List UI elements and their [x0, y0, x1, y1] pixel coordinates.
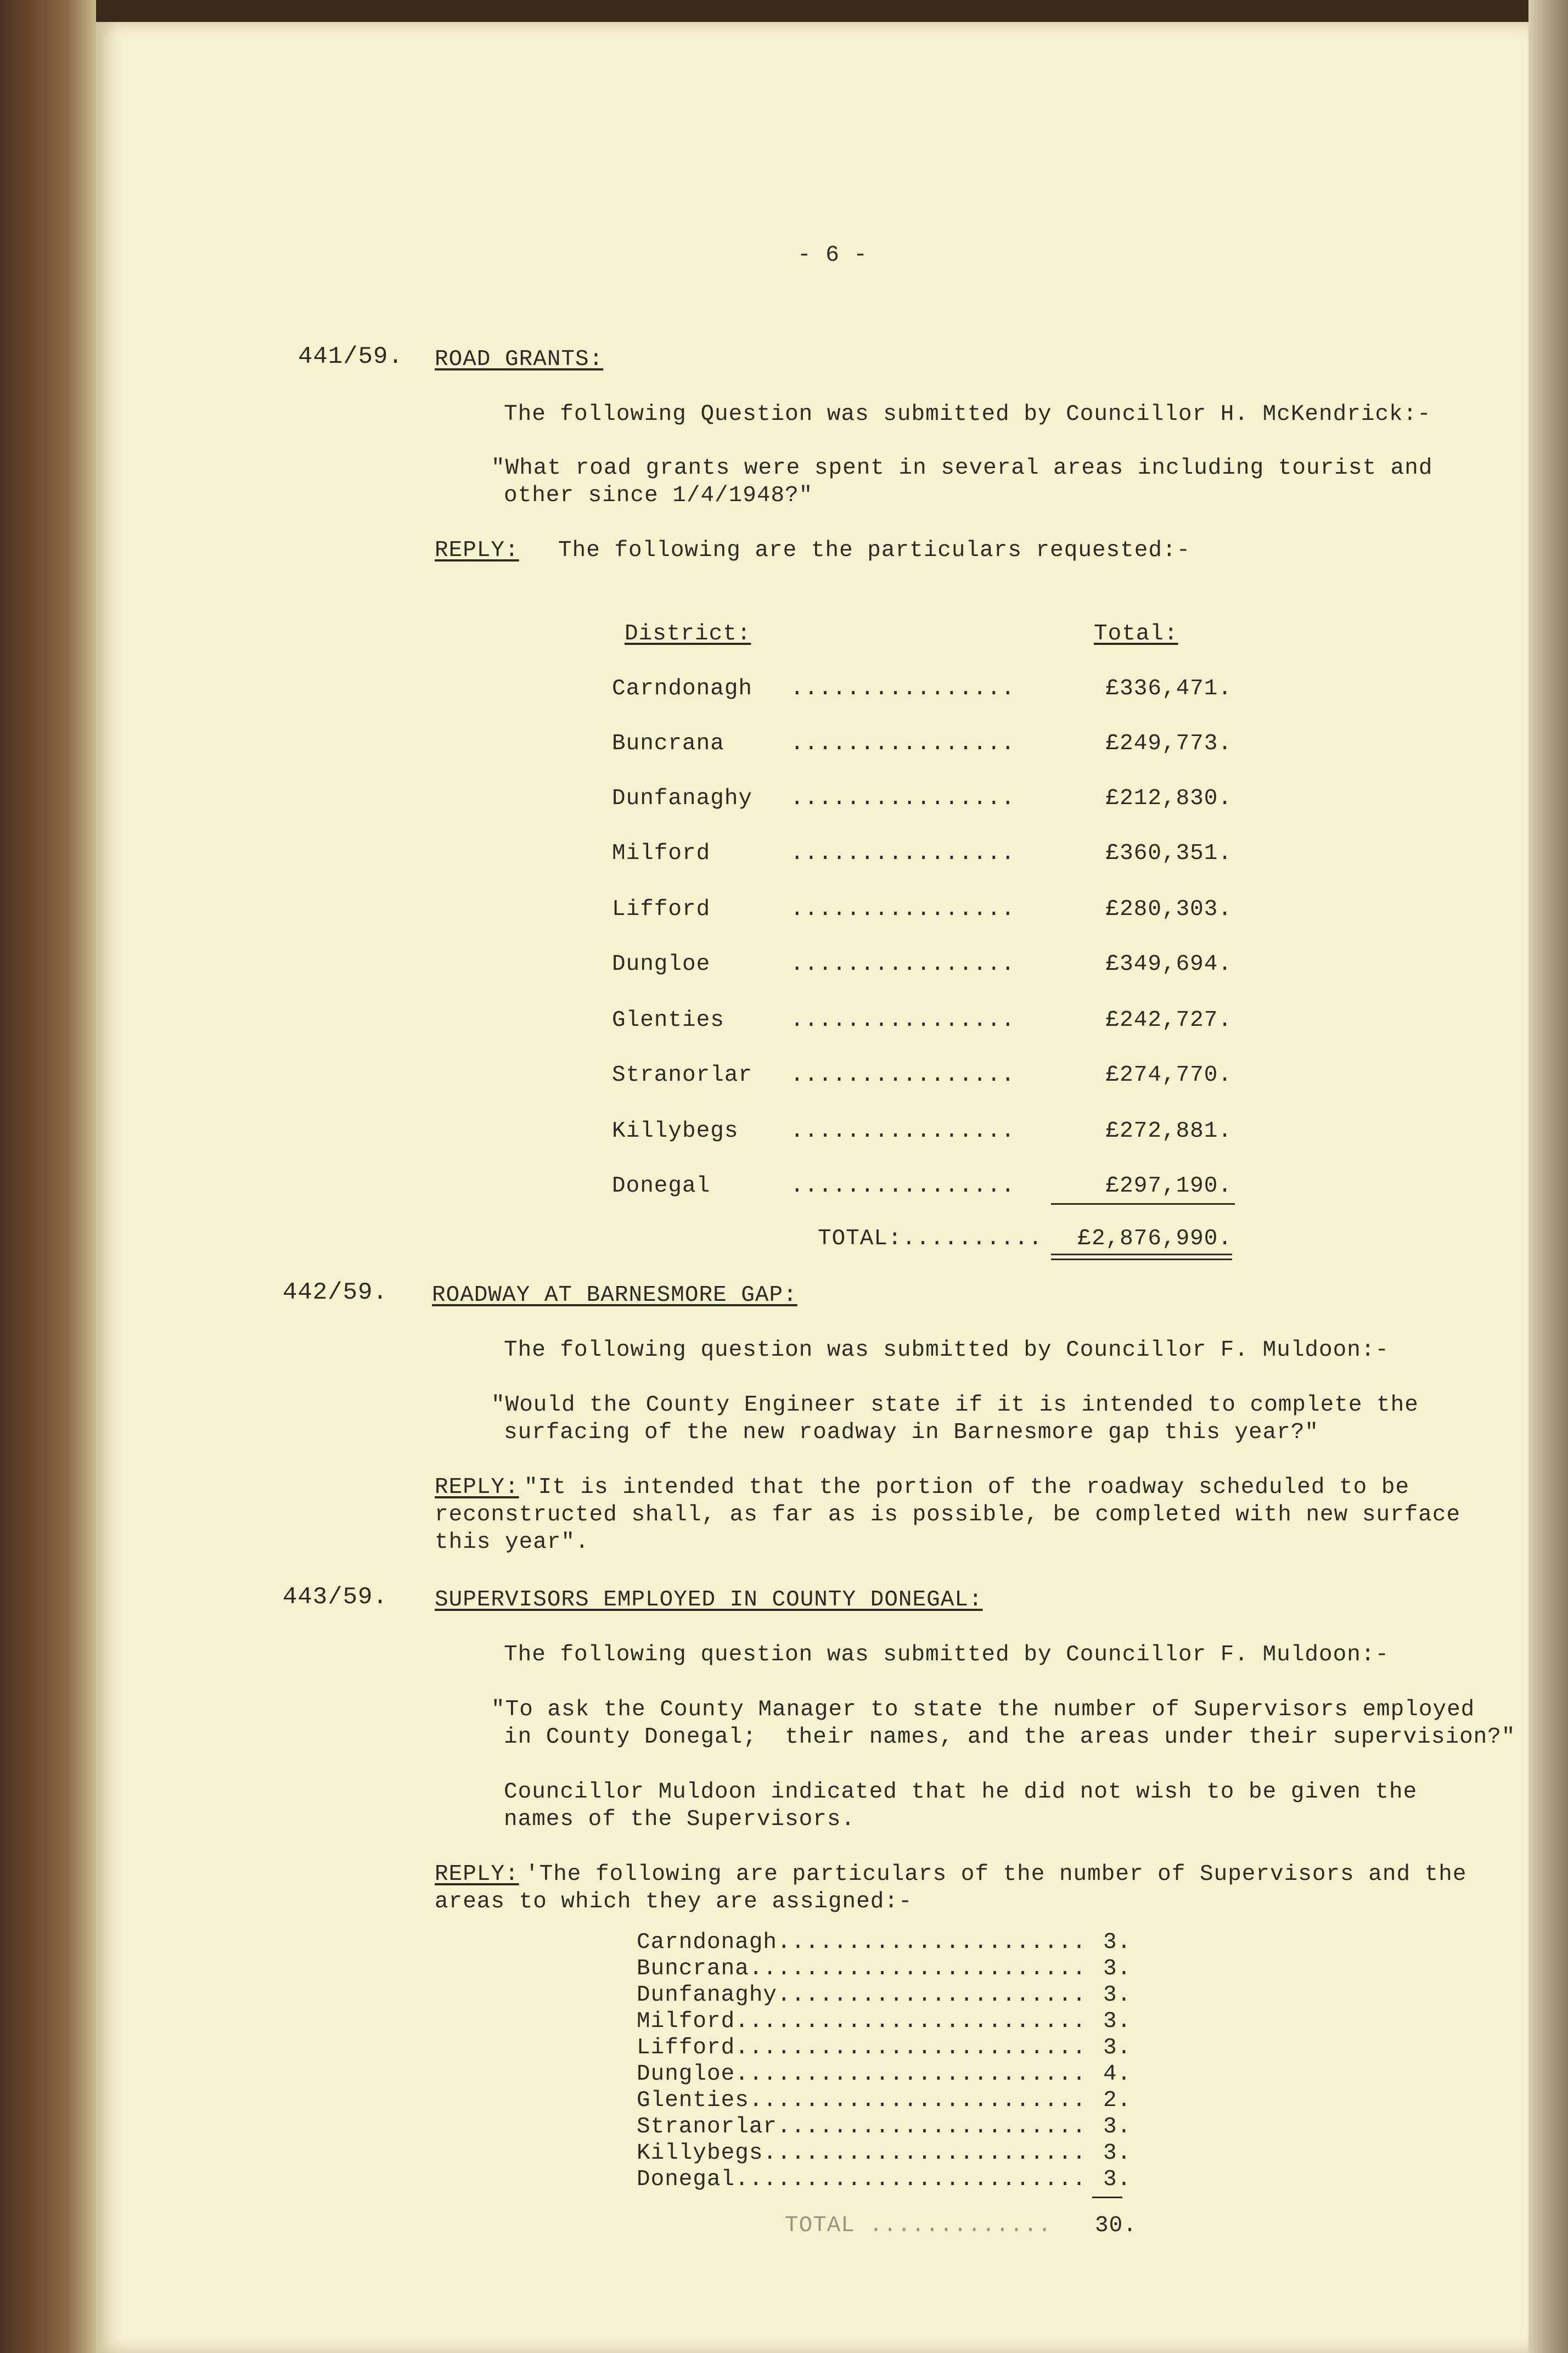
- grant-row-leader: ................: [790, 1173, 1015, 1199]
- supervisor-row-district: Killybegs.......................: [637, 2141, 1087, 2166]
- reply-443-line1: 'The following are particulars of the number of Supervisors and the: [525, 1862, 1467, 1887]
- grant-total-label: TOTAL:..........: [818, 1226, 1043, 1251]
- binder-spine: [0, 0, 96, 2353]
- grant-row-district: Lifford: [612, 897, 711, 922]
- reply-label-443: REPLY:: [435, 1862, 519, 1887]
- grant-row-district: Milford: [612, 841, 711, 866]
- grant-row-district: Dunfanaghy: [612, 786, 753, 811]
- supervisor-row-district: Stranorlar......................: [637, 2114, 1087, 2139]
- heading-barnesmore-gap: ROADWAY AT BARNESMORE GAP:: [432, 1283, 797, 1308]
- supervisor-subtotal-rule: [1092, 2197, 1122, 2198]
- grant-row-leader: ................: [790, 1119, 1015, 1144]
- reply-442-line1: "It is intended that the portion of the roadway scheduled to be: [524, 1475, 1410, 1500]
- supervisor-row-count: 3.: [1103, 2141, 1132, 2166]
- grant-row-total: £336,471.: [1105, 676, 1232, 701]
- grant-row-leader: ................: [790, 841, 1015, 866]
- supervisor-row-count: 4.: [1103, 2062, 1132, 2087]
- question-441-line2: other since 1/4/1948?": [504, 483, 813, 508]
- reply-442-line3: this year".: [435, 1530, 589, 1555]
- grant-row-total: £272,881.: [1105, 1119, 1232, 1144]
- question-442-line2: surfacing of the new roadway in Barnesmore gap this year?": [504, 1420, 1319, 1445]
- grant-row-leader: ................: [790, 676, 1015, 701]
- heading-supervisors: SUPERVISORS EMPLOYED IN COUNTY DONEGAL:: [435, 1587, 983, 1613]
- document-page: [96, 22, 1528, 2353]
- total-rule-1: [1051, 1254, 1232, 1255]
- grant-row-district: Killybegs: [612, 1119, 739, 1144]
- grant-row-district: Carndonagh: [612, 676, 753, 701]
- grant-row-total: £280,303.: [1105, 897, 1232, 922]
- supervisor-row-district: Dungloe.........................: [637, 2062, 1087, 2087]
- grant-row-total: £212,830.: [1105, 786, 1232, 811]
- question-intro-443: The following question was submitted by Councillor F. Muldoon:-: [504, 1642, 1390, 1667]
- question-intro-441: The following Question was submitted by Councillor H. McKendrick:-: [504, 402, 1431, 427]
- grant-row-total: £360,351.: [1105, 841, 1232, 866]
- supervisor-row-count: 3.: [1103, 2035, 1132, 2060]
- col-header-district: District:: [625, 621, 751, 647]
- supervisor-total-label: TOTAL .............: [785, 2213, 1052, 2238]
- grant-row-leader: ................: [790, 1008, 1015, 1033]
- grant-row-leader: ................: [790, 731, 1015, 756]
- note-443-line2: names of the Supervisors.: [504, 1807, 856, 1832]
- supervisor-row-district: Lifford.........................: [637, 2035, 1087, 2060]
- col-header-total: Total:: [1094, 621, 1178, 647]
- grant-row-district: Dungloe: [612, 952, 711, 977]
- reply-label-442: REPLY:: [435, 1475, 519, 1500]
- question-441-line1: "What road grants were spent in several areas including tourist and: [491, 456, 1433, 481]
- item-number-441: 441/59.: [298, 343, 403, 370]
- supervisor-row-count: 3.: [1103, 1983, 1132, 2008]
- grant-row-district: Donegal: [612, 1173, 711, 1199]
- supervisor-row-count: 3.: [1103, 1930, 1132, 1955]
- grant-row-total: £249,773.: [1105, 731, 1232, 756]
- supervisor-row-district: Buncrana........................: [637, 1956, 1087, 1981]
- item-number-442: 442/59.: [283, 1279, 388, 1306]
- grant-row-leader: ................: [790, 786, 1015, 811]
- grant-row-total: £274,770.: [1105, 1063, 1232, 1088]
- heading-road-grants: ROAD GRANTS:: [435, 347, 604, 372]
- supervisor-total-value: 30.: [1095, 2213, 1137, 2238]
- supervisor-row-district: Dunfanaghy......................: [637, 1983, 1087, 2008]
- question-443-line1: "To ask the County Manager to state the number of Supervisors employed: [491, 1697, 1475, 1722]
- reply-442-line2: reconstructed shall, as far as is possible, be completed with new surface: [435, 1502, 1461, 1528]
- question-intro-442: The following question was submitted by Councillor F. Muldoon:-: [504, 1338, 1390, 1363]
- grant-row-district: Buncrana: [612, 731, 724, 756]
- supervisor-row-district: Donegal.........................: [637, 2167, 1087, 2192]
- grant-row-leader: ................: [790, 897, 1015, 922]
- item-number-443: 443/59.: [283, 1583, 388, 1611]
- grant-total-value: £2,876,990.: [1077, 1226, 1232, 1251]
- grant-row-leader: ................: [790, 1063, 1015, 1088]
- supervisor-row-count: 3.: [1103, 2167, 1132, 2192]
- question-443-line2: in County Donegal; their names, and the areas under their supervision?": [504, 1725, 1516, 1750]
- page-number: - 6 -: [797, 243, 868, 268]
- note-443-line1: Councillor Muldoon indicated that he did not wish to be given the: [504, 1779, 1418, 1805]
- supervisor-row-count: 3.: [1103, 1956, 1132, 1981]
- grant-row-district: Glenties: [612, 1008, 724, 1033]
- reply-label-441: REPLY:: [435, 538, 519, 563]
- question-442-line1: "Would the County Engineer state if it is intended to complete the: [491, 1392, 1419, 1418]
- page-edge: [1528, 0, 1568, 2353]
- subtotal-rule: [1051, 1203, 1235, 1205]
- reply-443-line2: areas to which they are assigned:-: [435, 1889, 913, 1914]
- supervisor-row-district: Carndonagh......................: [637, 1930, 1087, 1955]
- total-rule-2: [1051, 1259, 1232, 1260]
- grant-row-leader: ................: [790, 952, 1015, 977]
- grant-row-total: £349,694.: [1105, 952, 1232, 977]
- grant-row-total: £297,190.: [1105, 1173, 1232, 1199]
- supervisor-row-count: 2.: [1103, 2088, 1132, 2113]
- supervisor-row-district: Milford.........................: [637, 2009, 1087, 2034]
- supervisor-row-count: 3.: [1103, 2114, 1132, 2139]
- grant-row-total: £242,727.: [1105, 1008, 1232, 1033]
- supervisor-row-district: Glenties........................: [637, 2088, 1087, 2113]
- reply-text-441: The following are the particulars requested:-: [558, 538, 1191, 563]
- supervisor-row-count: 3.: [1103, 2009, 1132, 2034]
- grant-row-district: Stranorlar: [612, 1063, 753, 1088]
